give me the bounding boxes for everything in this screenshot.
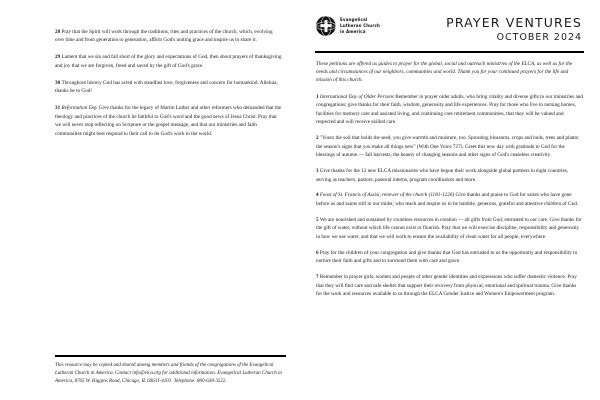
entry-number: 31: [55, 105, 62, 112]
entry-number: 29: [55, 54, 62, 61]
entry-number: 30: [55, 79, 62, 86]
prayer-entry: [316, 93, 583, 127]
entry-body: "Yours the soil that holds the seed, you give warmth and moisture, too. Sprouting blossoms, crops and buds, trees and plants: the season's signs that you make all things new" (With One Voice 727). Greet this new day with gratitude to God for the blessings of autumn — fall harvests, the beauty of changing seasons and other signs of God's ceaseless creativity.: [316, 135, 580, 159]
entry-emphasis: International Day of Older Persons: [319, 93, 396, 100]
entry-body: Pray for the children of your congregation and give thanks that God has entrusted to us the opportunity and responsibility to nurture their faith and gifts and to surround them with care and grace.: [316, 249, 578, 265]
brand-lockup: [315, 12, 380, 37]
masthead: [313, 8, 588, 46]
prayer-entry: [316, 216, 583, 241]
entry-body: Throughout history God has acted with steadfast love, forgiveness and concern for humankind. Alleluia, thanks be to God!: [55, 79, 278, 95]
title-block: [446, 12, 586, 42]
prayer-entry: [316, 273, 583, 298]
prayer-entry: [316, 191, 583, 208]
entry-number: 4: [316, 192, 320, 199]
entry-body: Pray that the Spirit will work through the traditions, rites and practices of the church, which, evolving over time and from generation to generation, affirm God's uniting grace and inspire us to share it.: [55, 29, 273, 44]
entry-number: 1: [316, 93, 320, 100]
document-title: PRAYER VENTURES: [446, 15, 582, 30]
prayer-entry: [55, 104, 283, 138]
elca-cross-globe-logo-icon: [315, 15, 337, 37]
entry-number: 6: [316, 249, 320, 256]
footer-copyright-text: This resource may be copied and shared among members and friends of the congregations of the Evangelical Lutheran Church in America. Contact info@elca.org for additional information. Evangelical Lutheran Church in America, 8765 W. Higgins Road, Chicago, IL 60631-4101. Telephone: 800-638-3522.: [55, 362, 282, 384]
prayer-entry: [316, 249, 583, 266]
page-right: [300, 0, 600, 400]
prayer-entry: [55, 79, 283, 96]
prayer-entry: [316, 167, 583, 184]
brand-line-3: in America: [340, 28, 366, 34]
brand-line-1: Evangelical: [340, 17, 368, 22]
footer-divider: [55, 355, 286, 357]
entry-emphasis: Feast of St. Francis of Assisi, renewer of the church (1181-1226): [319, 192, 456, 199]
prayer-entry: [55, 53, 283, 70]
entry-body: Remember in prayer older adults, who bring vitality and diverse gifts to our ministries and congregations; give thanks for their faith, wisdom, generosity and life experiences. Pray for those who live in nursing homes, facilities for memory care and assisted living, and continuing care retirement communities, that they will be valued and respected and will receive skilled care.: [316, 93, 583, 126]
page-footer: [55, 355, 286, 386]
entry-number: 28: [55, 29, 62, 35]
entry-body: Remember in prayer girls, women and people of other gender identities and expressions who suffer domestic violence. Pray that they will find care and safe shelter that support their recovery from physical, emotional and spiritual trauma. Give thanks for the work and resources available to us through the ELCA Gender Justice and Women's Empowerment program.: [316, 274, 577, 298]
entry-number: 7: [316, 274, 320, 281]
entry-emphasis: Reformation Day: [61, 105, 99, 112]
entry-number: 5: [316, 216, 320, 223]
prayer-entry: [55, 28, 283, 45]
entry-body: We are nourished and sustained by countless resources in creation — all gifts from God, entrusted to our care. Give thanks for the gift of water, without which life cannot exist or flourish. Pray that we will exercise discipline, responsibility and generosity in how we use water, and that we will work to ensure the availability of clean water for all people, everywhere.: [316, 216, 582, 240]
prayer-entry: [316, 134, 583, 159]
entry-body: Give thanks for the 13 new ELCA missionaries who have begun their work alongside global partners in eight countries, serving as teachers, pastors, pastoral interns, program coordinators and more.: [316, 168, 569, 183]
entry-number: 2: [316, 135, 320, 142]
entry-body: Give thanks and praise to God for saints who have gone before us and saints still in our midst, who teach and inspire us to be humble, generous, grateful and attentive children of God.: [316, 192, 579, 207]
brand-line-2: Lutheran Church: [340, 22, 380, 28]
entry-body: Give thanks for the legacy of Martin Luther and other reformers who demanded that the theology and practices of the church be faithful to God's word and the good news of Jesus Christ. Pray that we will never stop reflecting on Scripture or the gospel message, and that our ministries and faith communities might best respond to their call to do God's work in the world.: [55, 105, 282, 137]
left-page-entry-list: [55, 28, 283, 138]
entry-body: Lament that we sin and fall short of the glory and expectations of God, then shout prayers of thanksgiving and joy that we are forgiven, freed and saved by the gift of God's grace.: [55, 54, 282, 69]
right-page-entry-list: [316, 93, 583, 299]
document-subtitle: OCTOBER 2024: [496, 31, 582, 43]
header-divider: [315, 51, 584, 53]
intro-paragraph: These petitions are offered as guides to prayer for the global, social and outreach ministries of the ELCA, as well as for the needs and circumstances of our neighbors, communities and world. Thank you for your continued prayers for the life and mission of this church.: [316, 60, 573, 84]
entry-number: 3: [316, 168, 320, 175]
brand-wordmark: [340, 15, 380, 34]
